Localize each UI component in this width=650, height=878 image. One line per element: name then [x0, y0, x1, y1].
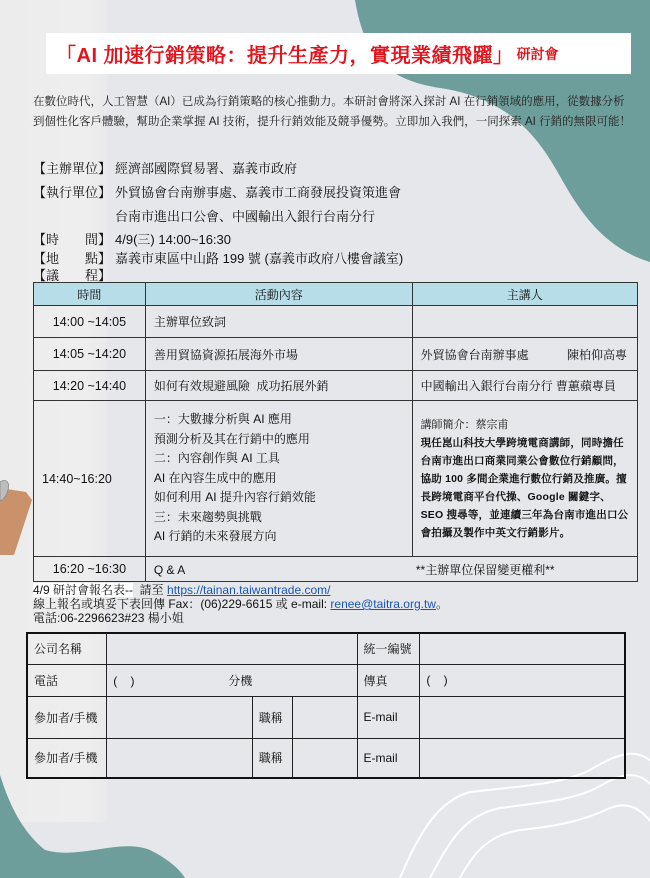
agenda-table: [33, 282, 638, 582]
executor-line-2: [33, 206, 375, 225]
registration-heading: 4/9 研討會報名表--: [33, 583, 134, 597]
intro-paragraph: 在數位時代，人工智慧（AI）已成為行銷策略的核心推動力。本研討會將深入探討 AI 在行銷領域的應用，從數據分析到個性化客戶體驗，幫助企業掌握 AI 技術，提升行銷效能及競爭優勢。立即加入我們，一同探索 AI 行銷的無限可能！: [33, 96, 632, 128]
job-title-input[interactable]: [292, 738, 357, 778]
fax-label: 傳真: [357, 664, 420, 696]
agenda-header-row: [34, 283, 638, 306]
row-speaker: [412, 371, 637, 401]
phone-label: 電話: [27, 664, 107, 696]
row-time: 14:40~16:20: [34, 401, 146, 557]
row-speaker: [412, 338, 637, 371]
organizer-value: 經濟部國際貿易署、嘉義市政府: [115, 161, 298, 176]
time-value: 4/9(三) 14:00~16:30: [115, 232, 231, 247]
company-label: 公司名稱: [27, 633, 107, 664]
form-row-participant: [27, 696, 625, 738]
speaker-name: 曹蕙蘋專員: [555, 379, 616, 393]
executor-value-2: 台南市進出口公會、中國輸出入銀行台南分行: [115, 209, 376, 224]
executor-line: [33, 182, 401, 201]
speaker-bio-title: 講師簡介：蔡宗甫: [420, 418, 509, 431]
job-title-label: 職稱: [252, 696, 292, 738]
agenda-row-qa: [34, 557, 638, 582]
row-speaker: [412, 306, 637, 338]
registration-goto: 請至: [133, 583, 168, 597]
job-title-label: 職稱: [252, 738, 292, 778]
row-content: 如何有效規避風險 成功拓展外銷: [145, 371, 412, 401]
participant-input[interactable]: [107, 738, 253, 778]
registration-link[interactable]: https://tainan.taiwantrade.com/: [167, 583, 331, 597]
company-input[interactable]: [107, 633, 357, 664]
header-content: 活動內容: [145, 283, 412, 306]
speaker-bio-text: 現任崑山科技大學跨境電商講師，同時擔任台南市進出口商業同業公會數位行銷顧問， 協助 100 多間企業進行數位行銷及推廣。擅長跨境電商平台代操、Google 關鍵字、SEO 搜尋等，並連續三年為台南市進出口公會拍攝及製作中英文行銷影片。: [420, 436, 629, 539]
event-title: 「AI 加速行銷策略：提升生產力，實現業績飛躍」: [56, 45, 514, 67]
row-content: 主辦單位致詞: [145, 306, 412, 338]
registration-form: [26, 632, 626, 779]
email-link[interactable]: renee@taitra.org.tw: [330, 597, 436, 611]
place-label: 【地 點】: [33, 251, 112, 266]
job-title-input[interactable]: [292, 696, 357, 738]
topic-line: 三：未來趨勢與挑戰: [153, 509, 262, 524]
phone-input[interactable]: [107, 664, 357, 696]
row-content-topics: [145, 401, 412, 557]
fax-input[interactable]: ( ): [420, 664, 625, 696]
email-input[interactable]: [420, 738, 625, 778]
header-time: 時間: [34, 283, 146, 306]
row-time: 14:20 ~14:40: [34, 371, 146, 401]
contact-phone: 電話:06-2296623#23 楊小姐: [33, 611, 184, 625]
topic-line: 如何利用 AI 提升內容行銷效能: [153, 490, 316, 505]
title-banner: [46, 33, 631, 74]
event-title-suffix: 研討會: [516, 45, 559, 62]
form-row-participant: [27, 738, 625, 778]
agenda-row-main-session: [34, 401, 638, 557]
email-label: E-mail: [357, 738, 420, 778]
email-label: E-mail: [357, 696, 420, 738]
organizer-label: 【主辦單位】: [33, 161, 112, 176]
place-value: 嘉義市東區中山路 199 號 (嘉義市政府八樓會議室): [115, 251, 404, 266]
topic-line: AI 行銷的未來發展方向: [153, 529, 277, 544]
topic-line: 一：大數據分析與 AI 應用: [153, 412, 292, 427]
agenda-row: [34, 371, 638, 401]
teal-blob-bottom: [0, 775, 185, 878]
time-line: [33, 229, 231, 248]
time-label: 【時 間】: [33, 232, 112, 247]
qa-label: Q & A: [153, 562, 186, 577]
fax-email-text: 線上報名或填妥下表回傳 Fax：(06)229-6615 或 e-mail:: [33, 597, 331, 611]
tax-id-label: 統一編號: [357, 633, 420, 664]
participant-input[interactable]: [107, 696, 253, 738]
ext-label: 分機: [228, 673, 253, 688]
form-row-phone: [27, 664, 625, 696]
agenda-row: [34, 306, 638, 338]
executor-label: 【執行單位】: [33, 185, 112, 200]
speaker-bio-cell: [412, 401, 637, 557]
speaker-org: 中國輸出入銀行台南分行: [420, 379, 553, 393]
topic-line: 預測分析及其在行銷中的應用: [153, 431, 310, 446]
agenda-row: [34, 338, 638, 371]
participant-label: 參加者/手機: [27, 738, 107, 778]
topic-line: AI 在內容生成中的應用: [153, 470, 277, 485]
tax-id-input[interactable]: [420, 633, 625, 664]
row-time: 14:00 ~14:05: [34, 306, 146, 338]
executor-value: 外貿協會台南辦事處、嘉義市工商發展投資策進會: [115, 185, 402, 200]
row-qa-content: [145, 557, 637, 582]
row-content: 善用貿協資源拓展海外市場: [145, 338, 412, 371]
registration-info: 4/9 研討會報名表-- 請至 https://tainan.taiwantrade.com/ 線上報名或填妥下表回傳 Fax：(06)229-6615 或 e-mail: renee@taitra.org.tw。 電話:06-2296623#23 楊小姐: [33, 583, 448, 625]
topic-line: 二：內容創作與 AI 工具: [153, 451, 280, 466]
row-time: 14:05 ~14:20: [34, 338, 146, 371]
email-input[interactable]: [420, 696, 625, 738]
speaker-name: 陳柏仰高專: [566, 347, 627, 362]
participant-label: 參加者/手機: [27, 696, 107, 738]
phone-area-code: ( ): [113, 673, 135, 688]
organizer-line: [33, 158, 297, 177]
clipboard-image: [0, 470, 34, 555]
change-rights-note: **主辦單位保留變更權利**: [415, 562, 555, 577]
speaker-org: 外貿協會台南辦事處: [420, 347, 529, 362]
header-speaker: 主講人: [412, 283, 637, 306]
row-time: 16:20 ~16:30: [34, 557, 146, 582]
form-row-company: [27, 633, 625, 664]
agenda-label: 【議 程】: [33, 268, 112, 283]
